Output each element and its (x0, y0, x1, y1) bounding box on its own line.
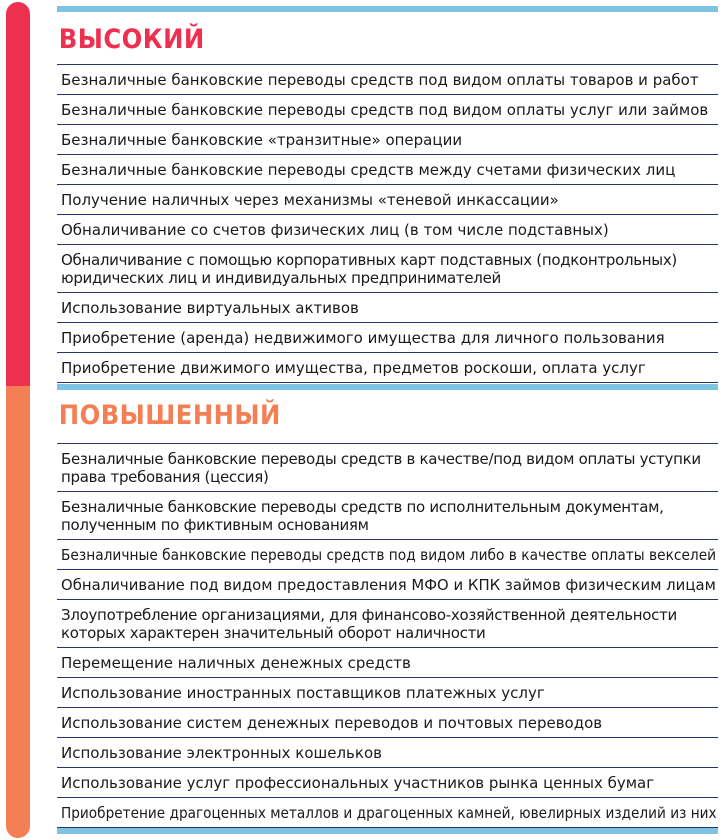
list-item (57, 245, 718, 293)
list-item (57, 155, 718, 185)
list-item (57, 570, 718, 600)
list-item-text: Использование систем денежных переводов и почтовых переводов (61, 714, 603, 732)
list-item-text: Обналичивание со счетов физических лиц (в том числе подставных) (61, 221, 609, 239)
list-item (57, 444, 718, 492)
section-high (57, 24, 718, 383)
item-list-elevated (57, 443, 718, 828)
middle-divider-rule (57, 384, 718, 390)
list-item-text: Безналичные банковские переводы средств между счетами физических лиц (61, 161, 676, 179)
top-divider-rule (57, 6, 718, 12)
list-item (57, 600, 718, 648)
list-item-text: Перемещение наличных денежных средств (61, 654, 411, 672)
list-item-text: Приобретение движимого имущества, предметов роскоши, оплата услуг (61, 359, 646, 377)
risk-level-side-bar (6, 2, 30, 838)
list-item-text: Приобретение (аренда) недвижимого имущества для личного пользования (61, 329, 665, 347)
list-item (57, 678, 718, 708)
list-item (57, 708, 718, 738)
list-item-text: Безналичные банковские переводы средств в качестве/под видом оплаты уступки права требования (цессия) (61, 450, 701, 486)
list-item (57, 768, 718, 798)
list-item-text: Использование иностранных поставщиков платежных услуг (61, 684, 545, 702)
list-item-text: Безналичные банковские переводы средств по исполнительным документам, полученным по фиктивным основаниям (61, 498, 664, 534)
list-item (57, 353, 718, 383)
list-item (57, 65, 718, 95)
list-item (57, 125, 718, 155)
list-item-text: Использование виртуальных активов (61, 299, 359, 317)
section-title-high: ВЫСОКИЙ (58, 24, 205, 55)
list-item (57, 215, 718, 245)
list-item-text: Обналичивание под видом предоставления МФО и КПК займов физическим лицам (61, 576, 716, 594)
list-item (57, 540, 718, 570)
list-item-text: Безналичные банковские переводы средств под видом либо в качестве оплаты векселей (61, 546, 717, 564)
bottom-divider-rule (57, 828, 718, 834)
list-item-text: Получение наличных через механизмы «теневой инкассации» (61, 191, 559, 209)
list-item-text: Безналичные банковские переводы средств под видом оплаты товаров и работ (61, 71, 699, 89)
high-risk-bar-segment (6, 2, 30, 386)
list-item (57, 293, 718, 323)
list-item-text: Использование услуг профессиональных участников рынка ценных бумаг (61, 774, 655, 792)
list-item (57, 648, 718, 678)
list-item-text: Безналичные банковские переводы средств под видом оплаты услуг или займов (61, 101, 709, 119)
list-item (57, 798, 718, 828)
list-item (57, 185, 718, 215)
list-item-text: Обналичивание с помощью корпоративных карт подставных (подконтрольных) юридических лиц и индивидуальных предпринимателей (61, 251, 677, 287)
list-item (57, 95, 718, 125)
list-item (57, 323, 718, 353)
elevated-risk-bar-segment (6, 386, 30, 838)
section-elevated (57, 400, 718, 828)
list-item-text: Злоупотребление организациями, для финансово-хозяйственной деятельности которых характерен значительный оборот наличности (61, 606, 678, 642)
item-list-high (57, 64, 718, 383)
section-title-elevated: ПОВЫШЕННЫЙ (58, 400, 281, 431)
list-item-text: Приобретение драгоценных металлов и драгоценных камней, ювелирных изделий из них (61, 804, 717, 822)
list-item-text: Безналичные банковские «транзитные» операции (61, 131, 463, 149)
list-item (57, 738, 718, 768)
list-item (57, 492, 718, 540)
list-item-text: Использование электронных кошельков (61, 744, 382, 762)
